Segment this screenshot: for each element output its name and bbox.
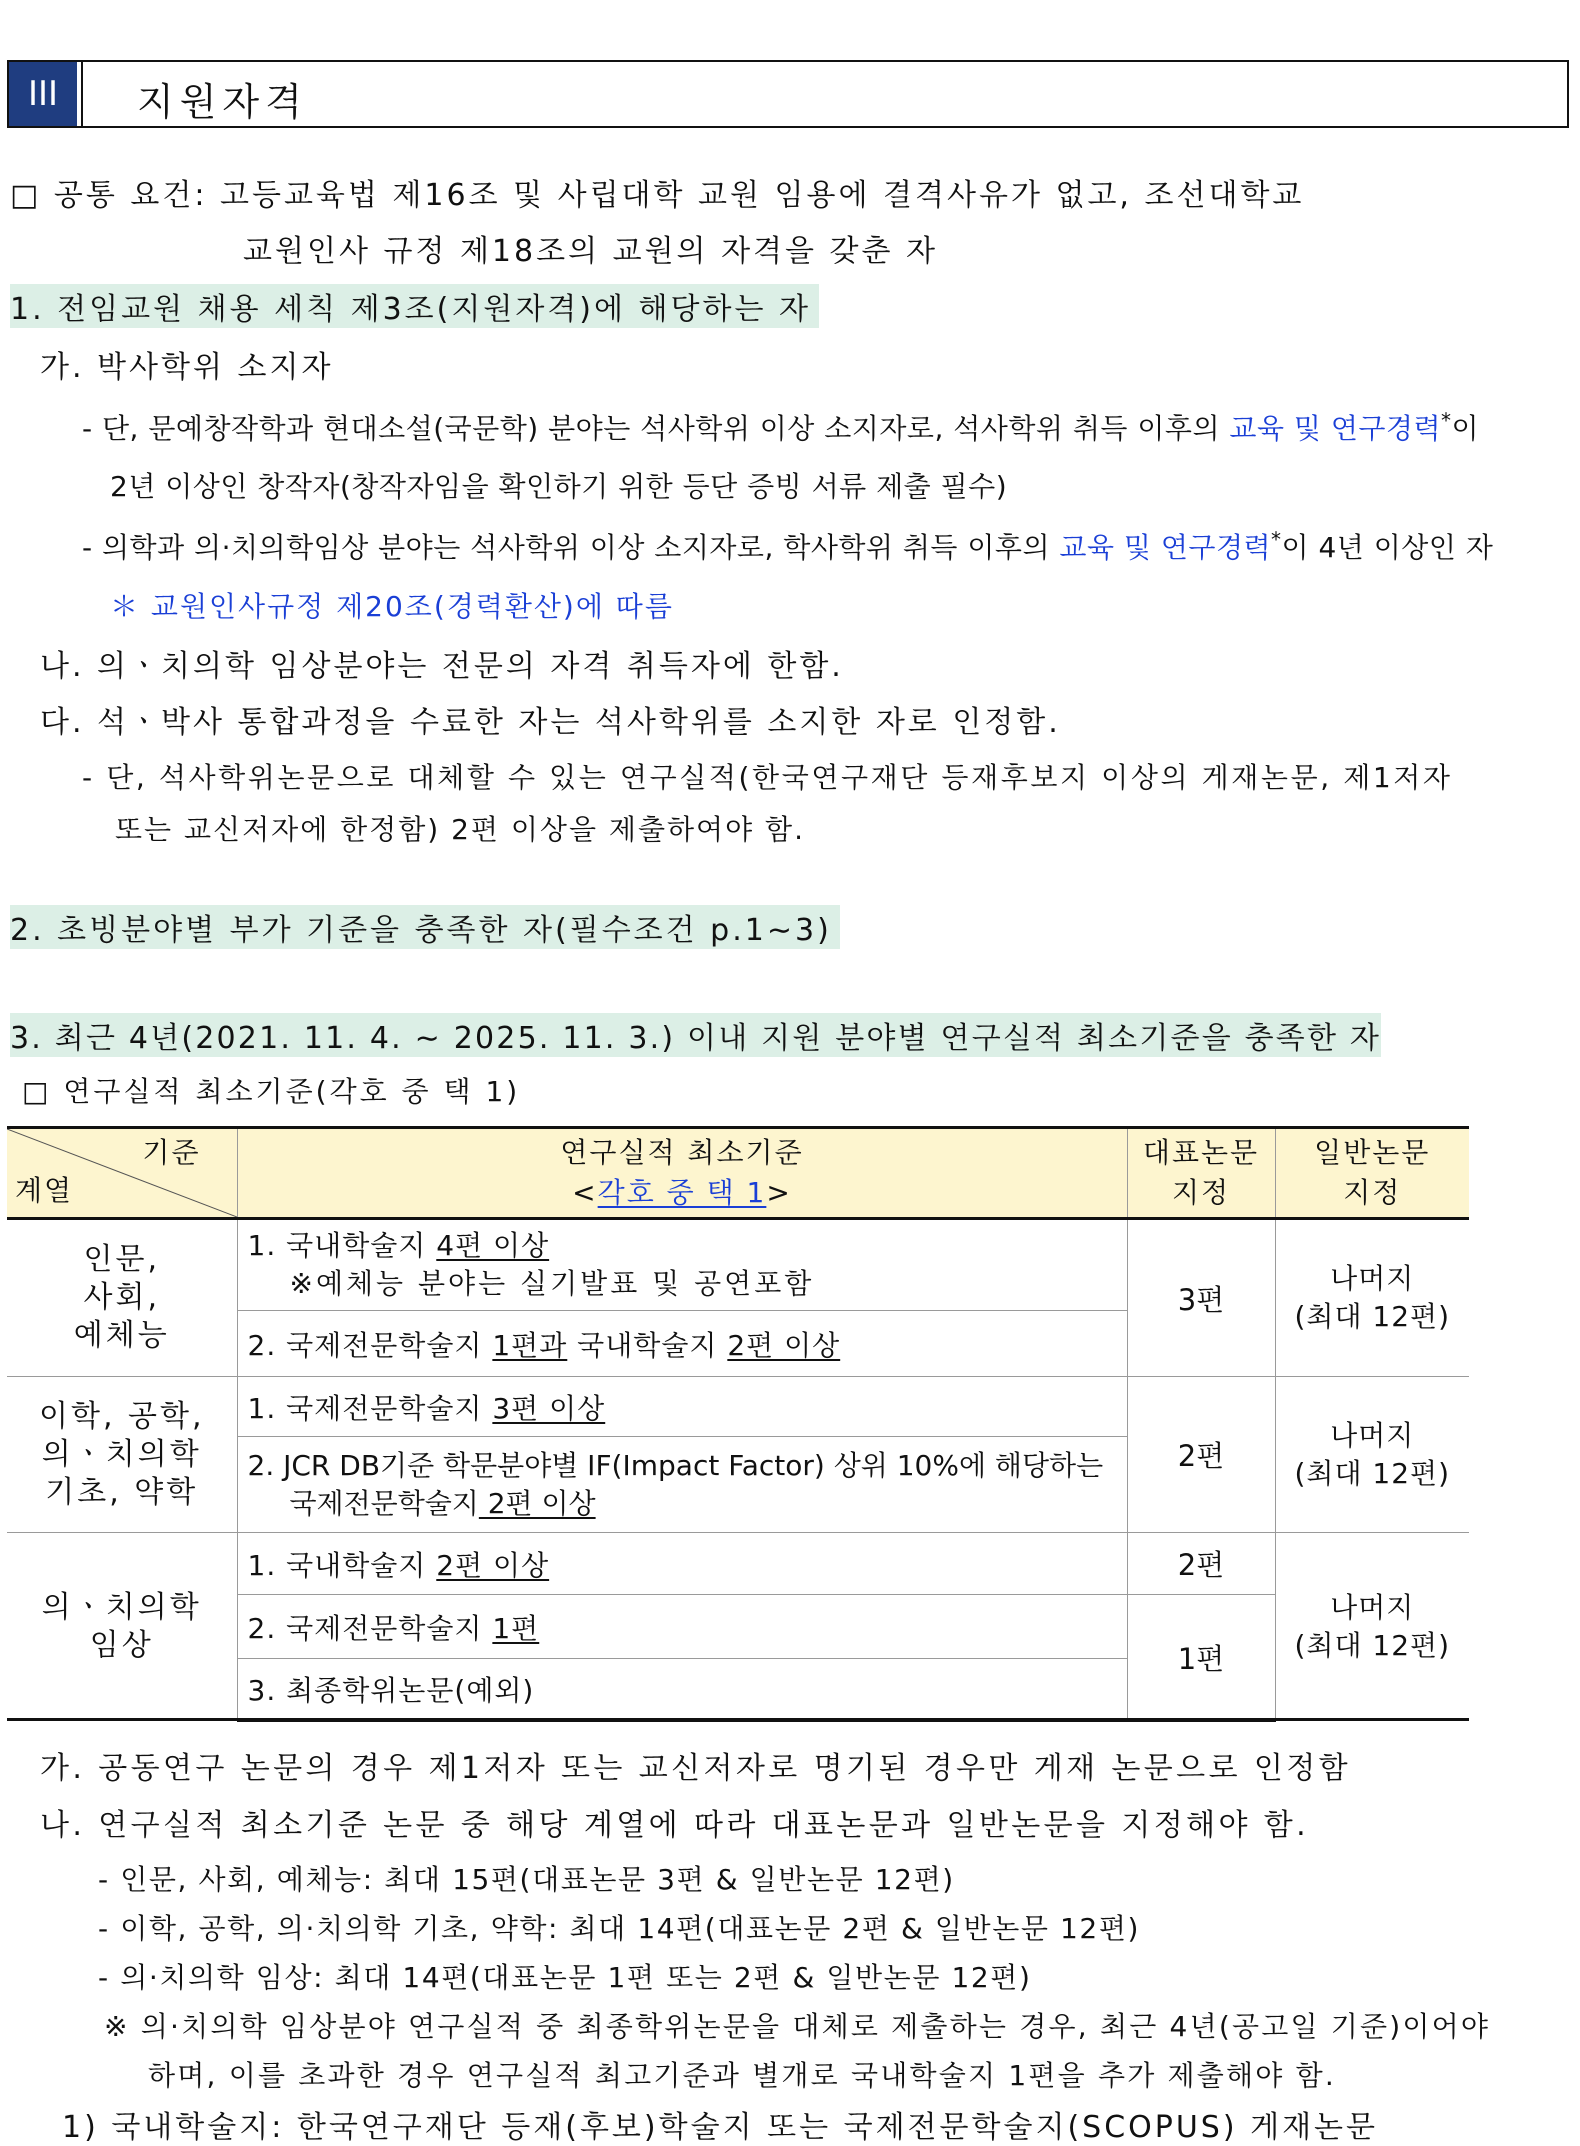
cat-line: 예체능	[73, 1318, 170, 1353]
bracket-open: <	[572, 1176, 598, 1209]
criterion-text: 국내학술지	[567, 1328, 728, 1362]
career-link-2: 교육 및 연구경력	[1059, 531, 1272, 564]
general-count	[1275, 1377, 1469, 1533]
rep-count: 2편	[1127, 1533, 1275, 1595]
cat-line: 의ㆍ치의학	[41, 1589, 202, 1625]
item1-da-sub2: 또는 교신저자에 한정함) 2편 이상을 제출하여야 함.	[115, 813, 806, 846]
category-clinical	[7, 1533, 237, 1721]
item1-da: 다. 석ㆍ박사 통합과정을 수료한 자는 석사학위를 소지한 자로 인정함.	[40, 705, 1061, 740]
header-minimum-sub	[238, 1173, 1127, 1213]
header-minimum	[237, 1128, 1127, 1219]
ga-sub2-text: - 의학과 의·치의학임상 분야는 석사학위 이상 소지자로, 학사학위 취득 이후의	[82, 531, 1060, 564]
rep-count: 3편	[1127, 1219, 1275, 1377]
gen-line: (최대 12편)	[1294, 1300, 1451, 1333]
ga-sub1-tail: 이	[1451, 412, 1480, 445]
after-sub2: - 이학, 공학, 의·치의학 기초, 약학: 최대 14편(대표논문 2편 & 일반논문 12편)	[98, 1912, 1140, 1945]
criterion-text: 국제전문학술지	[289, 1486, 479, 1520]
criterion-text: 1. 국내학술지	[247, 1229, 437, 1262]
gen-line: 나머지	[1330, 1262, 1415, 1295]
header-corner-cell	[7, 1128, 237, 1219]
item1-ga-sub1	[82, 407, 1479, 447]
star-mark: *	[1271, 527, 1282, 552]
table-row	[7, 1377, 1469, 1437]
item1-ga: 가. 박사학위 소지자	[40, 350, 334, 385]
criteria-table	[7, 1126, 1469, 1722]
item1-ga-sub1-line2: 2년 이상인 창작자(창작자임을 확인하기 위한 등단 증빙 서류 제출 필수)	[110, 470, 1008, 503]
common-requirement-line1: □ 공통 요건: 고등교육법 제16조 및 사립대학 교원 임용에 결격사유가 없고, 조선대학교	[10, 178, 1305, 213]
choose-one-link: 각호 중 택 1	[597, 1176, 767, 1209]
after-note2: 하며, 이를 초과한 경우 연구실적 최고기준과 별개로 국내학술지 1편을 추가 제출해야 함.	[148, 2059, 1337, 2092]
category-science	[7, 1377, 237, 1533]
after-sub1: - 인문, 사회, 예체능: 최대 15편(대표논문 3편 & 일반논문 12편)	[98, 1863, 955, 1896]
ga-sub1-text: - 단, 문예창작학과 현대소설(국문학) 분야는 석사학위 이상 소지자로, 석사학위 취득 이후의	[82, 412, 1230, 445]
criterion-note: ※예체능 분야는 실기발표 및 공연포함	[289, 1267, 815, 1300]
table-row	[7, 1533, 1469, 1595]
header-rep-line2: 지정	[1171, 1176, 1231, 1209]
cat-line: 사회,	[83, 1280, 160, 1315]
cat-line: 의ㆍ치의학	[41, 1436, 202, 1472]
bracket-close: >	[766, 1176, 792, 1209]
general-count	[1275, 1533, 1469, 1721]
title-divider	[81, 62, 83, 126]
cat-line: 이학, 공학,	[38, 1398, 205, 1434]
after-na: 나. 연구실적 최소기준 논문 중 해당 계열에 따라 대표논문과 일반논문을 지정해야 함.	[40, 1808, 1310, 1843]
after-note1: ※ 의·치의학 임상분야 연구실적 중 최종학위논문을 대체로 제출하는 경우, 최근 4년(공고일 기준)이어야	[104, 2010, 1491, 2043]
footer-domestic-journal: 1) 국내학술지: 한국연구재단 등재(후보)학술지 또는 국제전문학술지(SCOPUS) 게재논문	[62, 2110, 1379, 2145]
header-minimum-title: 연구실적 최소기준	[560, 1136, 804, 1169]
header-criterion: 기준	[142, 1136, 201, 1169]
header-general	[1275, 1128, 1469, 1219]
criterion-cell	[237, 1311, 1127, 1377]
after-sub3: - 의·치의학 임상: 최대 14편(대표논문 1편 또는 2편 & 일반논문 12편)	[98, 1961, 1032, 1994]
criterion-text: 1. 국내학술지	[247, 1548, 437, 1582]
item1-ga-sub2	[82, 526, 1493, 566]
criterion-text: 1. 국제전문학술지	[247, 1391, 493, 1425]
criterion-underline: 4편 이상	[436, 1229, 550, 1262]
item1-heading: 1. 전임교원 채용 세칙 제3조(지원자격)에 해당하는 자	[10, 284, 819, 328]
criterion-underline: 2편 이상	[727, 1328, 841, 1362]
criterion-cell	[237, 1437, 1127, 1533]
gen-line: 나머지	[1330, 1418, 1415, 1452]
general-count	[1275, 1219, 1469, 1377]
item1-da-sub1: - 단, 석사학위논문으로 대체할 수 있는 연구실적(한국연구재단 등재후보지 이상의 게재논문, 제1저자	[82, 761, 1453, 794]
item1-na: 나. 의ㆍ치의학 임상분야는 전문의 자격 취득자에 한함.	[40, 649, 844, 684]
rep-count: 2편	[1127, 1377, 1275, 1533]
criterion-underline: 2편 이상	[478, 1486, 596, 1520]
section-number: III	[9, 62, 77, 126]
gen-line: (최대 12편)	[1294, 1628, 1451, 1662]
criterion-text: 2. 국제전문학술지	[247, 1328, 493, 1362]
cat-line: 임상	[89, 1627, 154, 1663]
header-representative	[1127, 1128, 1275, 1219]
table-row	[7, 1219, 1469, 1311]
item2-heading: 2. 초빙분야별 부가 기준을 충족한 자(필수조건 p.1∼3)	[10, 905, 840, 949]
section-title-bar	[7, 60, 1569, 128]
common-requirement-line2: 교원인사 규정 제18조의 교원의 자격을 갖춘 자	[243, 234, 939, 269]
gen-line: (최대 12편)	[1294, 1456, 1451, 1490]
item3-heading: 3. 최근 4년(2021. 11. 4. ∼ 2025. 11. 3.) 이내 지원 분야별 연구실적 최소기준을 충족한 자	[10, 1013, 1381, 1057]
header-rep-line1: 대표논문	[1142, 1136, 1260, 1169]
career-link-1: 교육 및 연구경력	[1229, 412, 1442, 445]
after-ga: 가. 공동연구 논문의 경우 제1저자 또는 교신저자로 명기된 경우만 게재 논문으로 인정함	[40, 1751, 1352, 1786]
item3-sub: □ 연구실적 최소기준(각호 중 택 1)	[22, 1075, 521, 1108]
criterion-cell	[237, 1377, 1127, 1437]
criterion-cell	[237, 1219, 1127, 1311]
rep-count: 1편	[1127, 1595, 1275, 1721]
criterion-cell	[237, 1595, 1127, 1659]
section-title: 지원자격	[137, 80, 308, 124]
criterion-underline: 1편과	[492, 1328, 568, 1362]
table-bottom-rule	[7, 1718, 1469, 1721]
header-gen-line1: 일반논문	[1314, 1136, 1431, 1169]
criterion-text: 2. 국제전문학술지	[247, 1611, 493, 1645]
category-humanities	[7, 1219, 237, 1377]
criterion-text: 2. JCR DB기준 학문분야별 IF(Impact Factor) 상위 10%에 해당하는	[247, 1448, 1104, 1482]
criterion-underline: 3편 이상	[492, 1391, 606, 1425]
criterion-underline: 2편 이상	[436, 1548, 550, 1582]
header-field: 계열	[15, 1174, 74, 1207]
cat-line: 기초, 약학	[45, 1474, 199, 1510]
ga-sub2-tail: 이 4년 이상인 자	[1281, 531, 1494, 564]
star-mark: *	[1441, 408, 1452, 433]
criterion-cell	[237, 1533, 1127, 1595]
header-gen-line2: 지정	[1343, 1176, 1402, 1209]
gen-line: 나머지	[1330, 1590, 1415, 1624]
criterion-underline: 1편	[492, 1611, 540, 1645]
item1-note: ＊ 교원인사규정 제20조(경력환산)에 따름	[110, 590, 674, 623]
criterion-cell: 3. 최종학위논문(예외)	[237, 1659, 1127, 1721]
cat-line: 인문,	[83, 1242, 160, 1277]
